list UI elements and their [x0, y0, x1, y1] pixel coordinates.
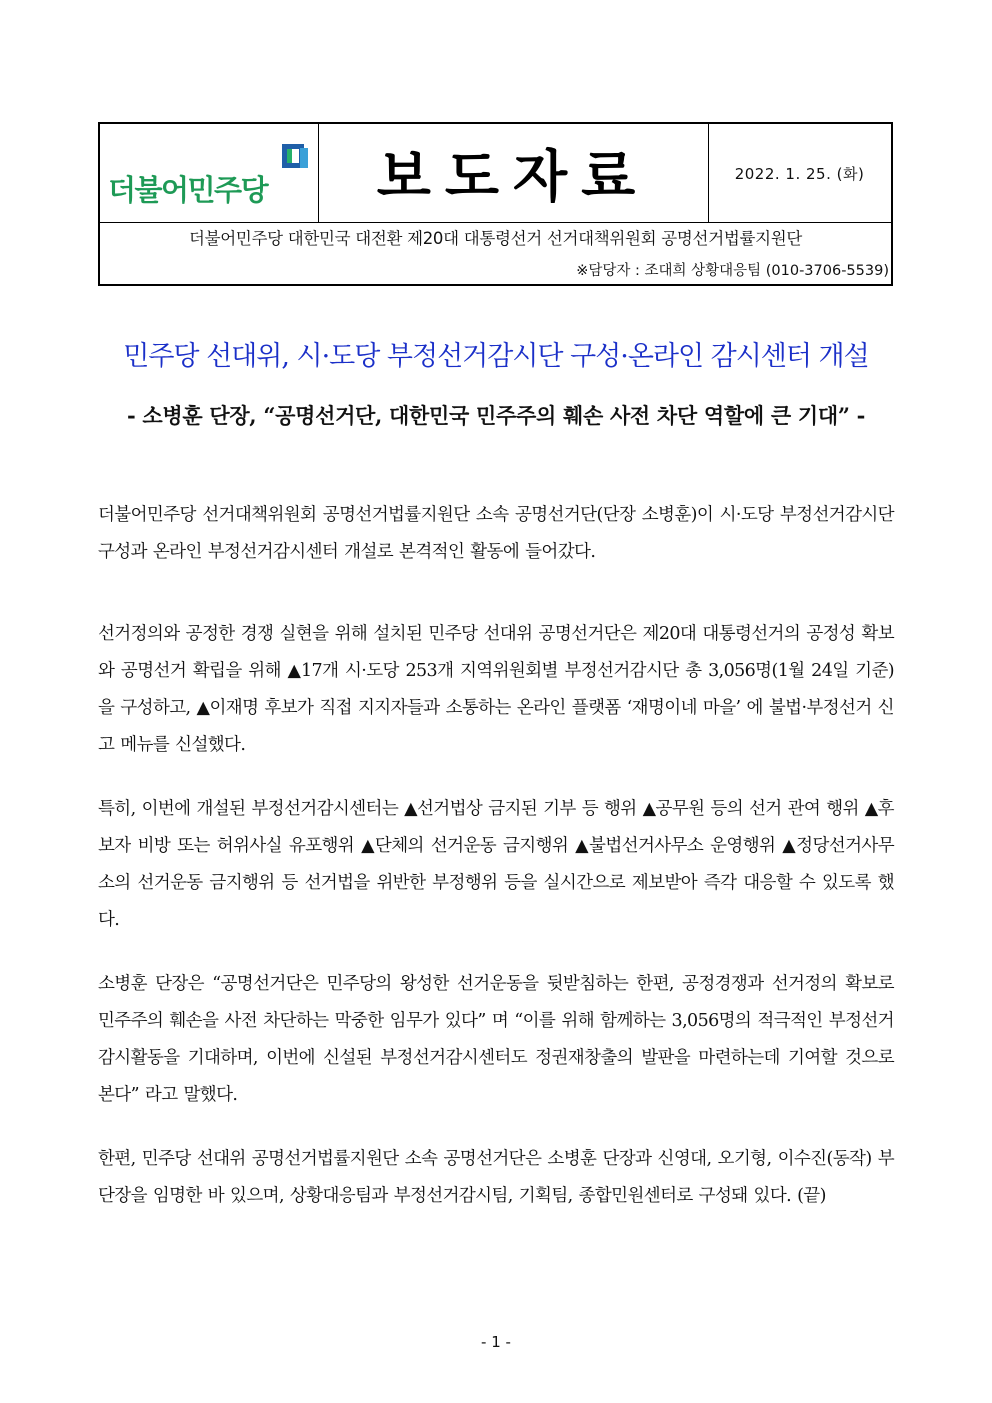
party-logo-text: 더불어민주당: [108, 173, 268, 207]
date-cell: [708, 124, 891, 222]
logo-cell: [100, 124, 319, 222]
press-release-header: [98, 122, 893, 286]
paragraph-3: 특히, 이번에 개설된 부정선거감시센터는 ▲선거법상 금지된 기부 등 행위 ▲공무원 등의 선거 관여 행위 ▲후보자 비방 또는 허위사실 유포행위 ▲단체의 선거운동 금지행위 ▲불법선거사무소 운영행위 ▲정당선거사무소의 선거운동 금지행위 등 선거법을 위반한 부정행위 등을 실시간으로 제보받아 즉각 대응할 수 있도록 했다.: [98, 799, 894, 930]
page-number: - 1 -: [481, 1333, 511, 1351]
organization-name: 더불어민주당 대한민국 대전환 제20대 대통령선거 선거대책위원회 공명선거법률지원단: [188, 229, 803, 248]
paragraph-5: 한편, 민주당 선대위 공명선거법률지원단 소속 공명선거단은 소병훈 단장과 신영대, 오기형, 이수진(동작) 부단장을 임명한 바 있으며, 상황대응팀과 부정선거감시팀, 기획팀, 종합민원센터로 구성돼 있다. (끝): [98, 1149, 894, 1206]
paragraph-2: 선거정의와 공정한 경쟁 실현을 위해 설치된 민주당 선대위 공명선거단은 제20대 대통령선거의 공정성 확보와 공명선거 확립을 위해 ▲17개 시·도당 253개 지역위원회별 부정선거감시단 총 3,056명(1월 24일 기준)을 구성하고, ▲이재명 후보가 직접 지지자들과 소통하는 온라인 플랫폼 ‘재명이네 마을’ 에 불법·부정선거 신고 메뉴를 신설했다.: [98, 624, 894, 755]
press-release-title: 보도자료: [376, 145, 650, 210]
title-cell: [318, 124, 709, 222]
headline: 민주당 선대위, 시·도당 부정선거감시단 구성·온라인 감시센터 개설: [123, 341, 869, 372]
contact-info: ※담당자 : 조대희 상황대응팀 (010-3706-5539): [576, 263, 889, 279]
paragraph-1: 더불어민주당 선거대책위원회 공명선거법률지원단 소속 공명선거단(단장 소병훈)이 시·도당 부정선거감시단 구성과 온라인 부정선거감시센터 개설로 본격적인 활동에 들어갔다.: [98, 505, 894, 562]
paragraph-4: 소병훈 단장은 “공명선거단은 민주당의 왕성한 선거운동을 뒷받침하는 한편, 공정경쟁과 선거정의 확보로 민주주의 훼손을 사전 차단하는 막중한 임무가 있다” 며 “이를 위해 함께하는 3,056명의 적극적인 부정선거 감시활동을 기대하며, 이번에 신설된 부정선거감시센터도 정권재창출의 발판을 마련하는데 기여할 것으로 본다” 라고 말했다.: [98, 974, 894, 1105]
header-top-row: [100, 124, 891, 223]
party-logo-icon: [280, 142, 310, 172]
release-date: 2022. 1. 25. (화): [734, 164, 865, 183]
subheadline: - 소병훈 단장, “공명선거단, 대한민국 민주주의 훼손 사전 차단 역할에 큰 기대” -: [126, 403, 866, 428]
